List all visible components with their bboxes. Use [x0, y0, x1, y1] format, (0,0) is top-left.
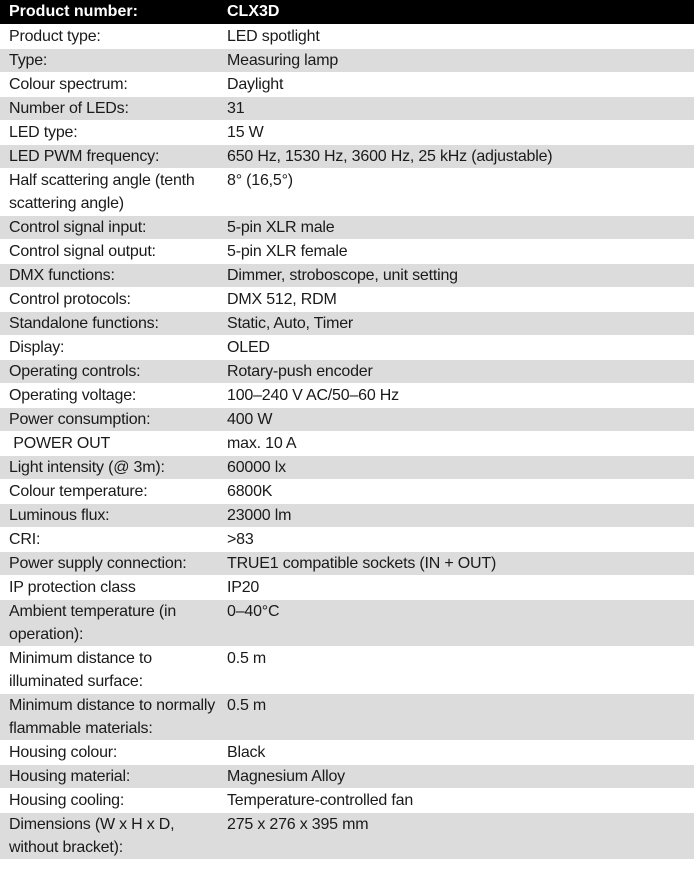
table-row — [0, 121, 694, 145]
spec-value: Daylight — [218, 73, 694, 97]
spec-value: 5-pin XLR female — [218, 240, 694, 264]
spec-label: Operating voltage: — [0, 384, 218, 408]
table-row — [0, 504, 694, 528]
spec-value: LED spotlight — [218, 25, 694, 49]
table-row — [0, 73, 694, 97]
spec-value: IP20 — [218, 576, 694, 600]
table-row — [0, 384, 694, 408]
table-row — [0, 647, 694, 694]
spec-label: Half scattering angle (tenth scattering angle) — [0, 169, 218, 216]
spec-label: Colour temperature: — [0, 480, 218, 504]
spec-label: Housing cooling: — [0, 789, 218, 813]
table-row — [0, 25, 694, 49]
spec-label: Luminous flux: — [0, 504, 218, 528]
spec-value: 275 x 276 x 395 mm — [218, 813, 694, 860]
spec-label: Light intensity (@ 3m): — [0, 456, 218, 480]
spec-label: CRI: — [0, 528, 218, 552]
spec-label: Control protocols: — [0, 288, 218, 312]
table-row — [0, 264, 694, 288]
table-row — [0, 145, 694, 169]
spec-label: Power consumption: — [0, 408, 218, 432]
spec-label: Minimum distance to normally flammable materials: — [0, 694, 218, 741]
table-row — [0, 408, 694, 432]
spec-label: Power supply connection: — [0, 552, 218, 576]
spec-label: Type: — [0, 49, 218, 73]
table-row — [0, 97, 694, 121]
spec-value: OLED — [218, 336, 694, 360]
table-row — [0, 240, 694, 264]
spec-value: max. 10 A — [218, 432, 694, 456]
table-row — [0, 813, 694, 860]
table-row — [0, 169, 694, 216]
spec-label: Ambient temperature (in operation): — [0, 600, 218, 647]
spec-label: Minimum distance to illuminated surface: — [0, 647, 218, 694]
spec-value: DMX 512, RDM — [218, 288, 694, 312]
spec-value: 60000 lx — [218, 456, 694, 480]
spec-value: >83 — [218, 528, 694, 552]
table-row — [0, 765, 694, 789]
table-row — [0, 336, 694, 360]
spec-label: Standalone functions: — [0, 312, 218, 336]
table-row — [0, 216, 694, 240]
spec-label: Housing colour: — [0, 741, 218, 765]
table-row — [0, 456, 694, 480]
spec-label: Housing material: — [0, 765, 218, 789]
spec-value: 0.5 m — [218, 647, 694, 694]
spec-label: POWER OUT — [0, 432, 218, 456]
spec-value: Temperature-controlled fan — [218, 789, 694, 813]
table-row — [0, 312, 694, 336]
spec-value: 650 Hz, 1530 Hz, 3600 Hz, 25 kHz (adjustable) — [218, 145, 694, 169]
spec-value: Rotary-push encoder — [218, 360, 694, 384]
spec-label: Display: — [0, 336, 218, 360]
spec-label: Dimensions (W x H x D, without bracket): — [0, 813, 218, 860]
table-row — [0, 360, 694, 384]
spec-value: Dimmer, stroboscope, unit setting — [218, 264, 694, 288]
table-header-row — [0, 0, 694, 25]
spec-value: Measuring lamp — [218, 49, 694, 73]
table-row — [0, 288, 694, 312]
spec-value: 5-pin XLR male — [218, 216, 694, 240]
spec-label: Number of LEDs: — [0, 97, 218, 121]
spec-label: DMX functions: — [0, 264, 218, 288]
table-row — [0, 576, 694, 600]
spec-value: TRUE1 compatible sockets (IN + OUT) — [218, 552, 694, 576]
spec-value: 31 — [218, 97, 694, 121]
header-value: CLX3D — [218, 0, 694, 25]
spec-label: IP protection class — [0, 576, 218, 600]
spec-value: 6800K — [218, 480, 694, 504]
spec-label: Product type: — [0, 25, 218, 49]
table-row — [0, 480, 694, 504]
spec-value: 23000 lm — [218, 504, 694, 528]
spec-value: 400 W — [218, 408, 694, 432]
header-label: Product number: — [0, 0, 218, 25]
spec-label: Control signal output: — [0, 240, 218, 264]
spec-label: Control signal input: — [0, 216, 218, 240]
spec-value: 100–240 V AC/50–60 Hz — [218, 384, 694, 408]
table-row — [0, 789, 694, 813]
spec-value: Magnesium Alloy — [218, 765, 694, 789]
spec-value: Static, Auto, Timer — [218, 312, 694, 336]
spec-value: 15 W — [218, 121, 694, 145]
spec-value: 0.5 m — [218, 694, 694, 741]
spec-label: Colour spectrum: — [0, 73, 218, 97]
table-row — [0, 600, 694, 647]
table-row — [0, 432, 694, 456]
spec-value: 0–40°C — [218, 600, 694, 647]
table-row — [0, 741, 694, 765]
spec-label: LED type: — [0, 121, 218, 145]
table-row — [0, 694, 694, 741]
spec-value: Black — [218, 741, 694, 765]
spec-value: 8° (16,5°) — [218, 169, 694, 216]
spec-label: Operating controls: — [0, 360, 218, 384]
table-row — [0, 49, 694, 73]
spec-label: LED PWM frequency: — [0, 145, 218, 169]
table-row — [0, 552, 694, 576]
table-row — [0, 528, 694, 552]
